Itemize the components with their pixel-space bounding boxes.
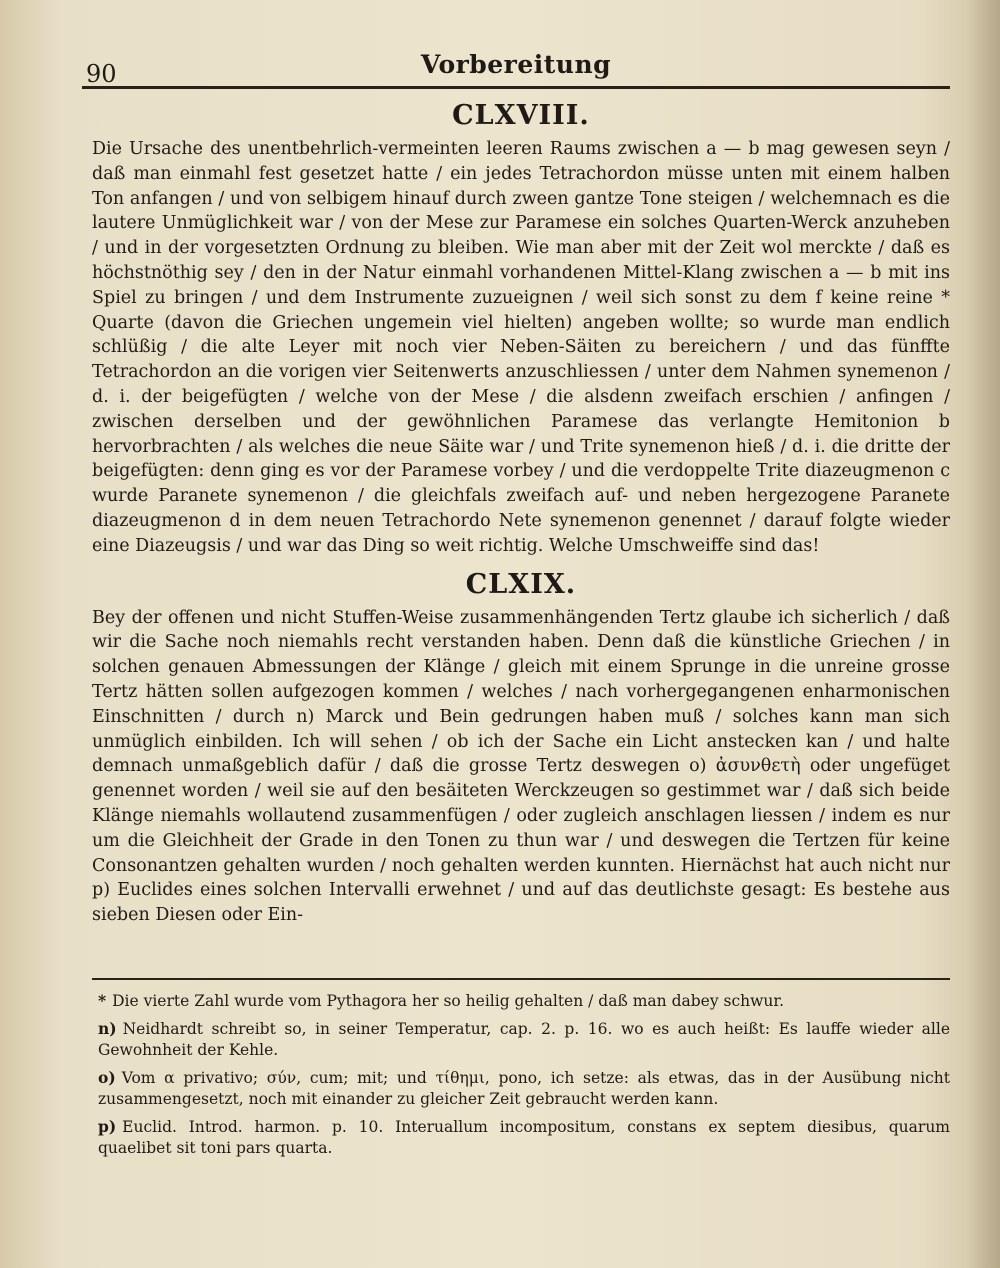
footnote-mark: p) [98, 1116, 117, 1136]
page-number: 90 [86, 60, 117, 88]
footnote [98, 990, 950, 1013]
section-paragraph: Die Ursache des unentbehrlich-vermeinten leeren Raums zwischen a — b mag gewesen seyn / daß man einmahl fest gesetzet hatte / ein jedes Tetrachordon müsse unten mit einem halben Ton anfangen / und von selbigem hinauf durch zween gantze Tone steigen / welchemnach es die lautere Unmüglichkeit war / von der Mese zur Paramese ein solches Quarten-Werck anzuheben / und in der vorgesetzten Ordnung zu bleiben. Wie man aber mit der Zeit wol merckte / daß es höchstnöthig sey / den in der Natur einmahl vorhandenen Mittel-Klang zwischen a — b mit ins Spiel zu bringen / und dem Instrumente zuzueignen / weil sich sonst zu dem f keine reine * Quarte (davon die Griechen ungemein viel hielten) angeben wollte; so wurde man endlich schlüßig / die alte Leyer mit noch vier Neben-Säiten zu bereichern / und das fünffte Tetrachordon an die vorigen vier Seitenwerts anzuschliessen / unter dem Nahmen synemenon / d. i. der beigefügten / welche von der Mese / die alsdenn zweifach erschien / anfingen / zwischen derselben und der gewöhnlichen Paramese das verlangte Hemitonion b hervorbrachten / als welches die neue Säite war / und Trite synemenon hieß / d. i. die dritte der beigefügten: denn ging es vor der Paramese vorbey / und die verdoppelte Trite diazeugmenon c wurde Paranete synemenon / die gleichfals zweifach auf- und neben hergezogene Paranete diazeugmenon d in dem neuen Tetrachordo Nete synemenon genennet / darauf folgte wieder eine Diazeugsis / und war das Ding so weit richtig. Welche Umschweiffe sind das! [92, 139, 950, 556]
running-title: Vorbereitung [420, 50, 612, 79]
footnote-mark: o) [98, 1067, 116, 1087]
section-heading: CLXVIII. [452, 100, 590, 131]
section-paragraph: Bey der offenen und nicht Stuffen-Weise zusammenhängenden Tertz glaube ich sicherlich / daß wir die Sache noch niemahls recht verstanden haben. Denn daß die künstliche Griechen / in solchen genauen Abmessungen der Klänge / gleich mit einem Sprunge in die unreine grosse Tertz hätten sollen aufgezogen kommen / welches / nach vorhergegangenen enharmonischen Einschnitten / durch n) Marck und Bein gedrungen haben muß / solches kann man sich unmüglich einbilden. Ich will sehen / ob ich der Sache ein Licht anstecken kan / und halte demnach unmaßgeblich dafür / daß die grosse Tertz deswegen o) ἀσυνθετὴ oder ungefüget genennet worden / weil sie auf den besäiteten Werckzeugen so gestimmet war / daß sich beide Klänge niemahls wollautend zusammenfügen / oder zugleich anschlagen liessen / indem es nur um die Gleichheit der Grade in den Tonen zu thun war / und deswegen die Tertzen für keine Consonantzen gehalten wurden / noch gehalten werden kunnten. Hiernächst hat auch nicht nur p) Euclides eines solchen Intervalli erwehnet / und auf das deutlichste gesagt: Es bestehe aus sieben Diesen oder Ein- [92, 607, 950, 926]
page-header [82, 44, 950, 94]
section-spacer [92, 559, 950, 569]
footnote-text: Neidhardt schreibt so, in seiner Temperatur, cap. 2. p. 16. wo es auch heißt: Es lauffe wieder alle Gewohnheit der Kehle. [98, 1019, 950, 1059]
footnote-text: Euclid. Introd. harmon. p. 10. Interuallum incompositum, constans ex septem diesibus, quarum quaelibet sit toni pars quarta. [98, 1117, 950, 1157]
footnote [98, 1018, 950, 1062]
footnote [98, 1067, 950, 1111]
footnote-text: Vom α privativo; σύν, cum; mit; und τίθημι, pono, ich setze: als etwas, das in der Ausübung nicht zusammengesetzt, noch mit einander zu gleicher Zeit gebraucht werden kann. [98, 1068, 950, 1108]
section-clxix [92, 569, 950, 928]
section-clxviii [92, 100, 950, 559]
header-rule [82, 86, 950, 89]
page-edge-shadow [966, 0, 1000, 1268]
footnote-mark: n) [98, 1018, 117, 1038]
main-text [92, 100, 950, 928]
footnotes [98, 990, 950, 1165]
footnote [98, 1116, 950, 1160]
footnote-mark: * [98, 991, 107, 1010]
footnote-text: Die vierte Zahl wurde vom Pythagora her so heilig gehalten / daß man dabey schwur. [112, 992, 785, 1010]
section-heading: CLXIX. [465, 568, 577, 600]
footnote-rule [92, 978, 950, 980]
